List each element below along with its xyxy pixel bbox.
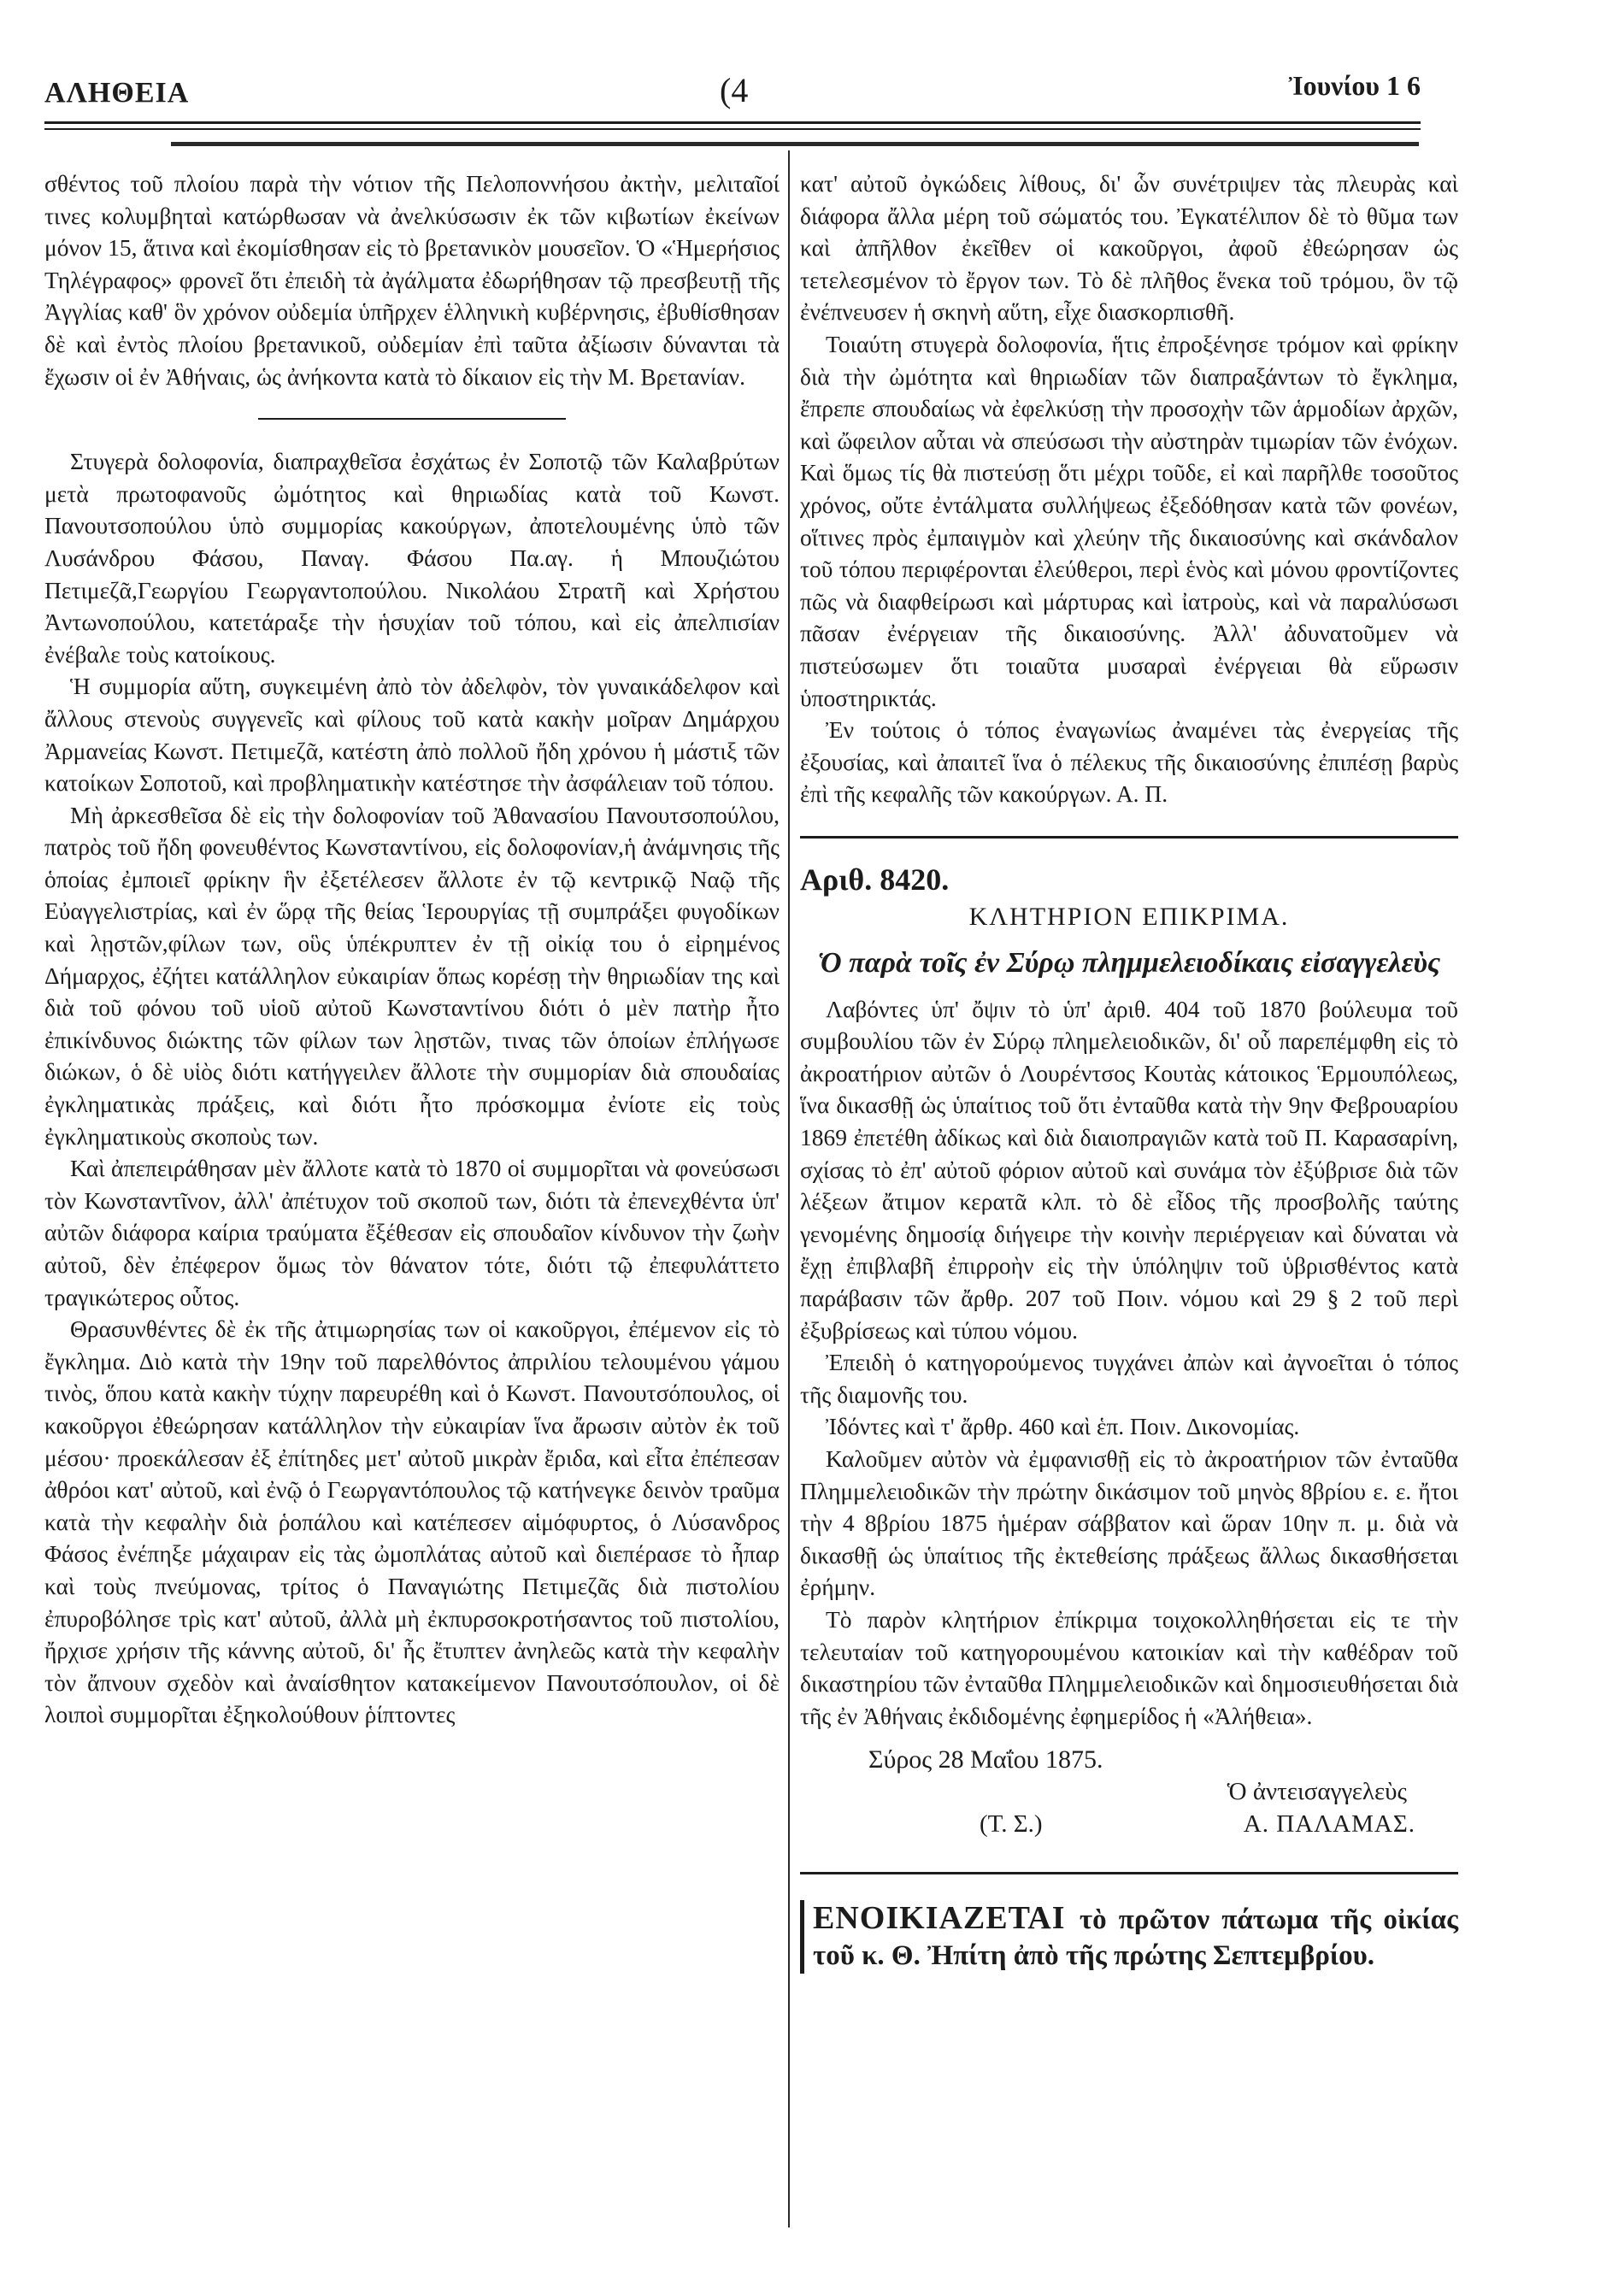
article-paragraph: Θρασυνθέντες δὲ ἐκ τῆς ἀτιμωρησίας των οἱ κακοῦργοι, ἐπέμενον εἰς τὸ ἔγκλημα. Διὸ κατὰ τὴν 19ην τοῦ παρελθόντος ἀπριλίου τελουμένου γάμου τινὸς, ὅπου κατὰ κακὴν τύχην παρευρέθη καὶ ὁ Κωνστ. Πανουτσόπουλος, οἱ κακοῦργοι ἐθεώρησαν κατάλληλον τὴν εὐκαιρίαν ἵνα ἄρωσιν αὐτὸν ἐκ τοῦ μέσου· προεκάλεσαν ἐξ ἐπίτηδες μετ' αὐτοῦ μικρὰν ἔριδα, καὶ εἶτα ἐπέπεσαν ἀθρόοι κατ' αὐτοῦ, καὶ ἐνῷ ὁ Γεωργαντόπουλος τῷ κατήνεγκε δεινὸν τραῦμα κατὰ τὴν κεφαλὴν διὰ ῥοπάλου καὶ κατέπεσεν αἱμόφυρτος, ὁ Λύσανδρος Φάσος ἐνέπηξε μάχαιραν εἰς τὰς ὠμοπλάτας αὐτοῦ καὶ διεπέρασε τὸ ἧπαρ καὶ τοὺς πνεύμονας, τρίτος ὁ Παναγιώτης Πετιμεζᾶς διὰ πιστολίου ἐπυροβόλησε τρὶς κατ' αὐτοῦ, ἀλλὰ μὴ ἐκπυρσοκροτήσαντος τοῦ πιστολίου, ἤρχισε χρήσιν τῆς κάννης αὐτοῦ, δι' ἧς ἔτυπτεν ἀνηλεῶς κατὰ τὴν κεφαλὴν τὸν ἄπνουν σχεδὸν καὶ ἀναίσθητον κατακείμενον Πανουτσόπουλον, οἱ δὲ λοιποὶ συμμορῖται ἐξηκολούθουν ῥίπτοντες	[44, 1315, 780, 1728]
seal-mark: (Τ. Σ.)	[980, 1810, 1043, 1838]
article-paragraph: Ἡ συμμορία αὕτη, συγκειμένη ἀπὸ τὸν ἀδελφὸν, τὸν γυναικάδελφον καὶ ἄλλους στενοὺς συγγενεῖς καὶ φίλους τοῦ κατὰ κακὴν μοῖραν Δημάρχου Ἀρμανείας Κωνστ. Πετιμεζᾶ, κατέστη ἀπὸ πολλοῦ ἤδη χρόνου ἡ μάστιξ τῶν κατοίκων Σοποτοῦ, καὶ προβληματικὴν κατέστησε τὴν ἀσφάλειαν τοῦ τόπου.	[44, 673, 780, 797]
advert-rule	[800, 1872, 1458, 1874]
column-divider	[788, 150, 790, 2227]
page-number: (4	[720, 71, 749, 109]
newspaper-title: ΑΛΗΘΕΙΑ	[44, 77, 190, 109]
notice-subtitle: Ὁ παρὰ τοῖς ἐν Σύρῳ πλημμελειοδίκαις εἰσαγγελεὺς	[817, 947, 1441, 980]
article-paragraph: Καὶ ἀπεπειράθησαν μὲν ἄλλοτε κατὰ τὸ 1870 οἱ συμμορῖται νὰ φονεύσωσι τὸν Κωνσταντῖνον, ἀλλ' ἀπέτυχον τοῦ σκοποῦ των, διότι τὰ ἐπενεχθέντα ὑπ' αὐτῶν διάφορα καίρια τραύματα ἔξέθεσαν εἰς σπουδαῖον κίνδυνον τὴν ζωὴν αὐτοῦ, δὲν ἐπέφερον ὅμως τὸν θάνατον τότε, διότι τῷ ἐπεφυλάττετο τραγικώτερος οὗτος.	[44, 1155, 780, 1310]
article-paragraph: Ἐν τούτοις ὁ τόπος ἐναγωνίως ἀναμένει τὰς ἐνεργείας τῆς ἐξουσίας, καὶ ἀπαιτεῖ ἵνα ὁ πέλεκυς τῆς δικαιοσύνης ἐπιπέσῃ βαρὺς ἐπὶ τῆς κεφαλῆς τῶν κακούργων. Α. Π.	[800, 716, 1458, 808]
article-paragraph: Μὴ ἀρκεσθεῖσα δὲ εἰς τὴν δολοφονίαν τοῦ Ἀθανασίου Πανουτσοπούλου, πατρὸς τοῦ ἤδη φονευθέντος Κωνσταντίνου, εἰς δολοφονίαν,ἡ ἀνάμνησις τῆς ὁποίας ἐμποιεῖ φρίκην ἣν ἐξετέλεσεν ἄλλοτε ἐν τῷ κεντρικῷ Ναῷ τῆς Εὐαγγελιστρίας, καὶ ἐν ὥρᾳ τῆς θείας Ἱερουργίας τῇ συμπράξει φυγοδίκων καὶ λῃστῶν,φίλων των, οὓς ὑπέκρυπτεν ἐν τῇ οἰκίᾳ του ὁ εἰρημένος Δήμαρχος, ἐζήτει κατάλληλον εὐκαιρίαν ὅπως κορέσῃ τὴν θηριωδίαν της καὶ διὰ τοῦ φόνου τοῦ υἱοῦ αὐτοῦ Κωνσταντίνου διότι ὁ μὲν πατὴρ ἦτο ἐπικίνδυνος διώκτης τῶν φίλων των λῃστῶν, τινας τῶν ὁποίων ἐπλήγωσε διώκων, ὁ δὲ υἱὸς διότι κατήγγειλεν ἄλλοτε τὴν συμμορίαν διὰ σπουδαίας ἐγκληματικὰς πράξεις, καὶ διότι ἦτο πρόσκομμα ἐνίοτε εἰς τοὺς ἐγκληματικοὺς σκοποὺς των.	[44, 801, 780, 1150]
header-rule-thin	[44, 128, 1421, 130]
header-rule-heavy	[171, 142, 1419, 146]
article-separator	[258, 418, 566, 420]
article-paragraph: κατ' αὐτοῦ ὀγκώδεις λίθους, δι' ὧν συνέτριψεν τὰς πλευρὰς καὶ διάφορα ἄλλα μέρη τοῦ σώματός του. Ἐγκατέλιπον δὲ τὸ θῦμα των καὶ ἀπῆλθον ἐκεῖθεν οἱ κακοῦργοι, ἀφοῦ ἐθεώρησαν ὡς τετελεσμένον τὸ ἔργον των. Τὸ δὲ πλῆθος ἕνεκα τοῦ τρόμου, ὃν τῷ ἐνέπνευσεν ἡ σκηνὴ αὕτη, εἶχε διασκορπισθῆ.	[800, 170, 1458, 326]
signature-row	[800, 1809, 1458, 1846]
notice-paragraph: Τὸ παρὸν κλητήριον ἐπίκριμα τοιχοκολληθήσεται εἰς τε τὴν τελευταίαν τοῦ κατηγορουμένου κατοικίαν καὶ τὴν καθέδραν τοῦ δικαστηρίου τῶν ἐνταῦθα Πλημμελειοδικῶν καὶ δημοσιευθήσεται διὰ τῆς ἐν Ἀθήναις ἐκδιδομένης ἐφημερίδος ἡ «Ἀλήθεια».	[800, 1605, 1458, 1729]
notice-rule	[800, 836, 1458, 839]
notice-paragraph: Καλοῦμεν αὐτὸν νὰ ἐμφανισθῇ εἰς τὸ ἀκροατήριον τῶν ἐνταῦθα Πλημμελειοδικῶν τὴν πρώτην δικάσιμον τοῦ μηνὸς 8βρίου ε. ε. ἤτοι τὴν 4 8βρίου 1875 ἡμέραν σάββατον καὶ ὥραν 10ην π. μ. διὰ νὰ δικασθῇ ὡς ὑπαίτιος τῆς ἐκτεθείσης πράξεως ἄλλως δικασθήσεται ἐρήμην.	[800, 1445, 1458, 1601]
issue-date: Ἰουνίου 1 6	[1288, 70, 1421, 101]
notice-paragraph: Ἰδόντες καὶ τ' ἄρθρ. 460 καὶ ἑπ. Ποιν. Δικονομίας.	[826, 1413, 1300, 1440]
notice-paragraph: Ἐπειδὴ ὁ κατηγορούμενος τυγχάνει ἀπὼν καὶ ἀγνοεῖται ὁ τόπος τῆς διαμονῆς του.	[800, 1349, 1458, 1408]
article-paragraph: σθέντος τοῦ πλοίου παρὰ τὴν νότιον τῆς Πελοποννήσου ἀκτὴν, μελιταῖοί τινες κολυμβηταὶ κατώρθωσαν νὰ ἀνελκύσωσιν ἐκ τῶν κιβωτίων ἐκείνων μόνον 15, ἅτινα καὶ ἐκομίσθησαν εἰς τὸ βρετανικὸν μουσεῖον. Ὁ «Ἡμερήσιος Τηλέγραφος» φρονεῖ ὅτι ἐπειδὴ τὰ ἀγάλματα ἐδωρήθησαν τῷ πρεσβευτῇ τῆς Ἀγγλίας καθ' ὃν χρόνον οὐδεμία ὑπῆρχεν ἑλληνικὴ κυβέρνησις, ἐβυθίσθησαν δὲ καὶ ἐντὸς πλοίου βρετανικοῦ, οὐδεμίαν ἐπὶ ταῦτα ἀξίωσιν δύνανται τὰ ἔχωσιν οἱ ἐν Ἀθήναις, ὡς ἀνήκοντα κατὰ τὸ δίκαιον εἰς τὴν Μ. Βρετανίαν.	[44, 170, 780, 390]
notice-date: Σύρος 28 Μαΐου 1875.	[868, 1745, 1103, 1774]
signatory-role: Ὁ ἀντεισαγγελεὺς	[1227, 1777, 1407, 1805]
header-rule	[44, 121, 1421, 124]
masthead	[44, 60, 1421, 145]
right-column	[800, 168, 1458, 1974]
article-paragraph: Στυγερὰ δολοφονία, διαπραχθεῖσα ἐσχάτως ἐν Σοποτῷ τῶν Καλαβρύτων μετὰ πρωτοφανοῦς ὠμότητος καὶ θηριωδίας κατὰ τοῦ Κωνστ. Πανουτσοπούλου ὑπὸ συμμορίας κακούργων, ἀποτελουμένης ὑπὸ τῶν Λυσάνδρου Φάσου, Παναγ. Φάσου Πα.αγ. ἡ Μπουζιώτου Πετιμεζᾶ,Γεωργίου Γεωργαντοπούλου. Νικολάου Στρατῆ καὶ Χρήστου Ἀντωνοπούλου, κατετάραξε τὴν ἡσυχίαν τοῦ τόπου, καὶ εἰς ἀπελπισίαν ἐνέβαλε τοὺς κατοίκους.	[44, 448, 780, 668]
article-paragraph: Τοιαύτη στυγερὰ δολοφονία, ἥτις ἐπροξένησε τρόμον καὶ φρίκην διὰ τὴν ὠμότητα καὶ θηριωδίαν τῶν διαπραξάντων τὸ ἔγκλημα, ἔπρεπε σπουδαίως νὰ ἐφελκύσῃ τὴν προσοχὴν τῶν ἁρμοδίων ἀρχῶν, καὶ ὤφειλον αὗται νὰ σπεύσωσι τὴν αὐστηρὰν τιμωρίαν τῶν ἐνόχων. Καὶ ὅμως τίς θὰ πιστεύσῃ ὅτι μέχρι τοῦδε, εἰ καὶ παρῆλθε τοσοῦτος χρόνος, οὔτε ἐντάλματα συλλήψεως ἐξεδόθησαν κατὰ τῶν φονέων, οἵτινες πρὸς ἐμπαιγμὸν καὶ χλεύην τῆς δικαιοσύνης καὶ σκάνδαλον τοῦ τόπου περιφέρονται ἐλεύθεροι, περὶ ἑνὸς καὶ μόνου φροντίζοντες πῶς νὰ διαφθείρωσι καὶ μάρτυρας καὶ ἰατροὺς, καὶ νὰ παραλύσωσι πᾶσαν ἐνέργειαν τῆς δικαιοσύνης. Ἀλλ' ἀδυνατοῦμεν νὰ πιστεύσωμεν ὅτι τοιαῦτα μυσαραὶ ἐνέργειαι θὰ εὕρωσιν ὑποστηρικτάς.	[800, 330, 1458, 711]
notice-number: Αριθ. 8420.	[800, 862, 950, 897]
notice-paragraph: Λαβόντες ὑπ' ὄψιν τὸ ὑπ' ἀριθ. 404 τοῦ 1870 βούλευμα τοῦ συμβουλίου τῶν ἐν Σύρῳ πλημελειοδικῶν, δι' οὗ παρεπέμφθη εἰς τὸ ἀκροατήριον αὐτῶν ὁ Λουρέντσος Κουτὰς κάτοικος Ἑρμουπόλεως, ἵνα δικασθῇ ὡς ὑπαίτιος τοῦ ὅτι ἐνταῦθα κατὰ τὴν 9ην Φεβρουαρίου 1869 ἐπετέθη ἀδίκως καὶ διὰ διαιοπραγιῶν κατὰ τοῦ Π. Καρασαρίνη, σχίσας τὸ ἐπ' αὐτοῦ φόριον αὐτοῦ καὶ συνάμα τὸν ἐξύβρισε διὰ τῶν λέξεων ἄτιμον κερατᾶ κλπ. τὸ δὲ εἶδος τῆς προσβολῆς ταύτης γενομένης δημοσίᾳ διήγειρε τὴν κοινὴν περιέργειαν καὶ δύναται νὰ ἔχῃ ἐπιβλαβῆ ἐπιρροὴν εἰς τὴν ὑπόληψιν τοῦ ὑβρισθέντος κατὰ παράβασιν τῶν ἄρθρ. 207 τοῦ Ποιν. νόμου καὶ 29 § 2 τοῦ περὶ ἐξυβρίσεως καὶ τύπου νόμου.	[800, 995, 1458, 1344]
advert-lead: ΕΝΟΙΚΙΑΖΕΤΑΙ	[813, 1899, 1080, 1936]
advertisement	[800, 1900, 1458, 1974]
notice-title: ΚΛΗΤΗΡΙΟΝ ΕΠΙΚΡΙΜΑ.	[968, 903, 1290, 932]
advert-text: τὸ πρῶτον πάτωμα τῆς οἰκίας τοῦ κ. Θ. Ἠπίτη ἀπὸ τῆς πρώτης Σεπτεμβρίου.	[813, 1904, 1458, 1971]
signatory-name: Α. ΠΑΛΑΜΑΣ.	[1243, 1810, 1415, 1838]
left-column	[44, 168, 780, 1731]
